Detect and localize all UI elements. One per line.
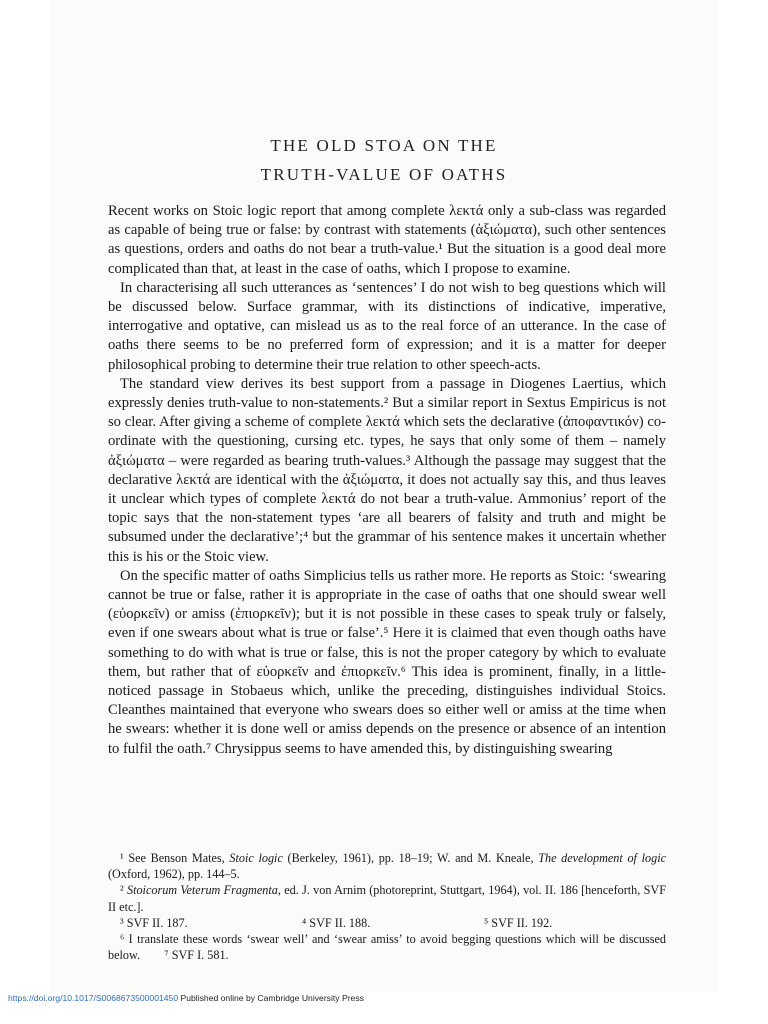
- footnote-7: ⁷ SVF I. 581.: [164, 948, 229, 963]
- article-title-line-1: THE OLD STOA ON THE: [270, 136, 498, 155]
- footnote-6-text: ⁶ I translate these words ‘swear well’ and ‘swear amiss’ to avoid begging questions which will be discussed below.: [108, 932, 666, 963]
- footnotes-3-5: [108, 915, 666, 931]
- paragraph-3: The standard view derives its best support from a passage in Diogenes Laertius, which expressly denies truth-value to non-statements.² But a similar report in Sextus Empiricus is not so clear. After giving a scheme of complete λεκτά which sets the declarative (ἀποφαντικόν) co-ordinate with the questioning, cursing etc. types, he says that only some of them – namely ἀξιώματα – were regarded as bearing truth-values.³ Although the passage may suggest that the declarative λεκτά are identical with the ἀξιώματα, it does not actually say this, and thus leaves it unclear which types of complete λεκτά do not bear a truth-value. Ammonius’ report of the topic says that the non-statement types ‘are all bearers of falsity and truth and might be subsumed under the declarative’;⁴ but the grammar of his sentence makes it uncertain whether this is his or the Stoic view.: [108, 375, 666, 565]
- footnote-1: [108, 850, 666, 882]
- article-title-line-2: TRUTH-VALUE OF OATHS: [260, 165, 508, 184]
- footnote-5: ⁵ SVF II. 192.: [484, 915, 553, 930]
- publisher-note: Published online by Cambridge University Press: [178, 993, 364, 1003]
- paragraph-1: Recent works on Stoic logic report that among complete λεκτά only a sub-class was regarded as capable of being true or false: by contrast with statements (ἀξιώματα), such other sentences as questions, orders and oaths do not bear a truth-value.¹ But the situation is a good deal more complicated than that, at least in the case of oaths, which I propose to examine.: [108, 203, 666, 277]
- page-footer: [8, 993, 364, 1003]
- doi-link[interactable]: https://doi.org/10.1017/S0068673500001450: [8, 993, 179, 1003]
- footnote-1-text: ¹ See Benson Mates,: [120, 851, 230, 865]
- footnote-6: [108, 931, 666, 963]
- paragraph-2: In characterising all such utterances as ‘sentences’ I do not wish to beg questions which will be discussed below. Surface grammar, with its distinctions of indicative, imperative, interrogative and optative, can mislead us as to the real force of an utterance. In the case of oaths there seems to be no preferred form of expression; and it is a matter for deeper philosophical probing to determine their true relation to other speech-acts.: [108, 279, 666, 373]
- footnote-4: ⁴ SVF II. 188.: [302, 915, 371, 930]
- footnote-2: [108, 882, 666, 914]
- article-body: [108, 202, 666, 759]
- footnote-3: ³ SVF II. 187.: [120, 915, 188, 930]
- footnote-2-marker: ²: [120, 883, 127, 898]
- footnote-2-title: Stoicorum Veterum Fragmenta: [126, 883, 278, 898]
- footnotes: [108, 850, 666, 963]
- footnote-2-text: , ed. J. von Arnim (photoreprint, Stuttgart, 1964), vol. II. 186 [henceforth, SVF II etc.].: [108, 883, 666, 914]
- footnote-1-title-a: Stoic logic: [229, 851, 283, 865]
- footnote-1-text-end: (Oxford, 1962), pp. 144–5.: [108, 867, 240, 882]
- paragraph-4: On the specific matter of oaths Simplicius tells us rather more. He reports as Stoic: ‘swearing cannot be true or false, rather it is appropriate in the case of oaths that one should swear well (εὐορκεῖν) or amiss (ἐπιορκεῖν); but it is not possible in these cases to speak truly or falsely, even if one swears about what is true or false’.⁵ Here it is claimed that even though oaths have something to do with what is true or false, this is not the proper category by which to evaluate them, but rather that of εὐορκεῖν and ἐπιορκεῖν.⁶ This idea is prominent, finally, in a little-noticed passage in Stobaeus which, unlike the preceding, distinguishes individual Stoics. Cleanthes maintained that everyone who swears does so either well or amiss at the time when he swears: whether it is done well or amiss depends on the presence or absence of an intention to fulfil the oath.⁷ Chrysippus seems to have amended this, by distinguishing swearing: [108, 567, 666, 757]
- footnote-1-title-b: The development of logic: [538, 851, 666, 865]
- footnote-1-text-mid: (Berkeley, 1961), pp. 18–19; W. and M. Kneale,: [282, 851, 539, 865]
